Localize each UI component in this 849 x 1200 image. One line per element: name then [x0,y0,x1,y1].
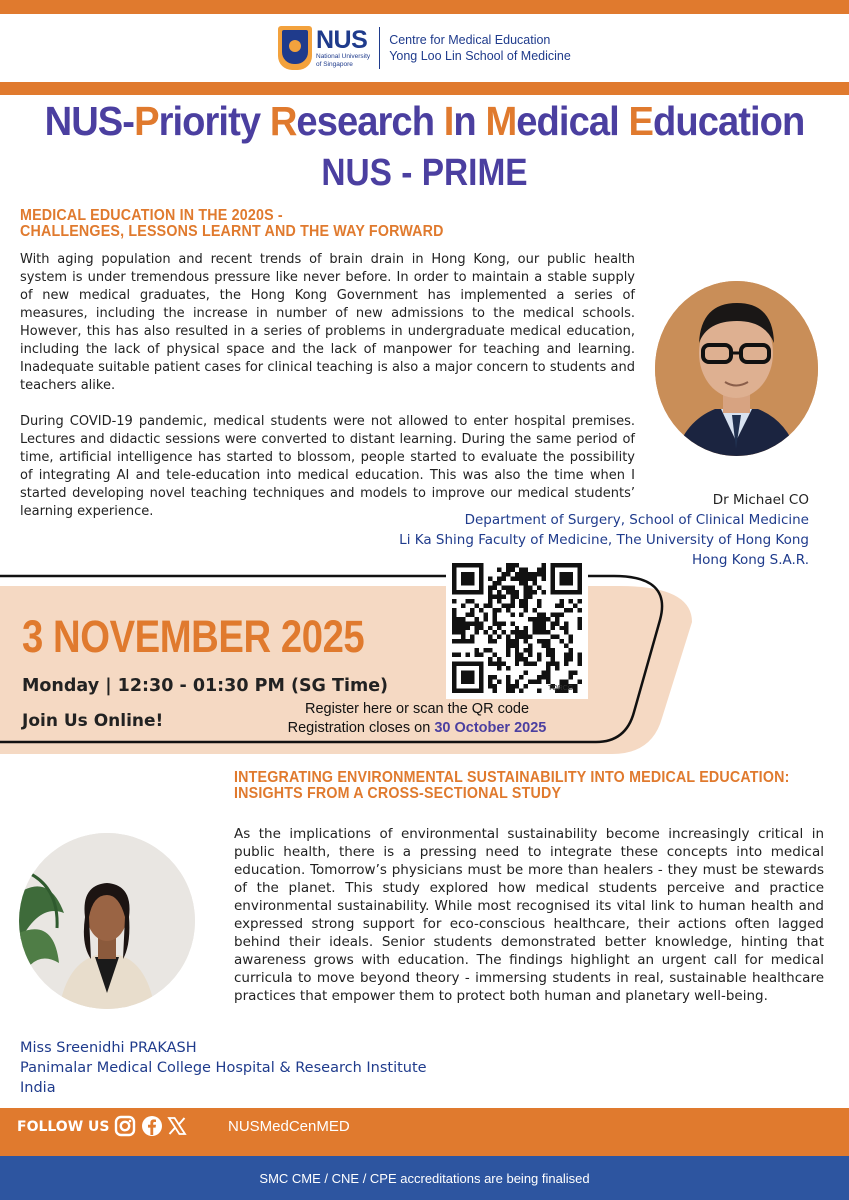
talk1-paragraph-1: With aging population and recent trends of brain drain in Hong Kong, our public health system is under tremendous pressure like never before. In order to maintain a stable supply of new medical graduates, the Hong Kong Government has implemented a series of measures, including the increase in number of new admissions to the medical schools. However, this has also resulted in a series of problems in undergraduate medical education, including the lack of physical space and the lack of manpower for teaching and learning. Inadequate suitable patient cases for clinical teaching is also a major concern to students and teachers alike. [20,252,635,393]
event-time: Monday | 12:30 - 01:30 PM (SG Time) [22,676,389,696]
event-date: 3 NOVEMBER 2025 [22,611,365,662]
registration-closes-label: Registration closes on [287,720,431,736]
logo-sub-2: of Singapore [316,60,353,68]
speaker2-name: Miss Sreenidhi PRAKASH [20,1040,197,1056]
logo-sub-1: National University [316,53,371,61]
register-link[interactable]: Register here or scan the QR code [304,701,530,717]
school-name: Yong Loo Lin School of Medicine [389,49,571,63]
event-date-banner [0,570,849,770]
x-icon[interactable] [166,1115,188,1137]
registration-info [276,700,558,738]
qr-tag: TQRCG [548,685,574,692]
qr-code-icon[interactable] [452,563,582,693]
facebook-icon[interactable] [141,1115,163,1137]
speaker1-name: Dr Michael CO [712,492,809,508]
instagram-icon[interactable] [114,1115,136,1137]
header-rule [0,82,849,95]
top-orange-bar [0,0,849,14]
logo-word: NUS [316,26,368,55]
speaker2-affiliation-1: Panimalar Medical College Hospital & Research Institute [20,1060,427,1076]
talk1-paragraph-2: During COVID-19 pandemic, medical students were not allowed to enter hospital premises. Lectures and didactic sessions were converted to distant learning. During the same period of time, artificial intelligence has started to blossom, people started to evaluate the possibility of integrating AI and tele-education into medical education. This was also the time when I started developing novel teaching techniques and models to improve our medical students’ learning experience. [20,414,635,519]
registration-qr-code[interactable] [446,557,588,699]
speaker2-affiliation-2: India [20,1080,56,1096]
follow-us-label: FOLLOW US [17,1119,110,1135]
page-subtitle: NUS - PRIME [321,152,528,194]
accreditation-note: SMC CME / CNE / CPE accreditations are being finalised [259,1171,590,1186]
speaker1-affiliation-2: Li Ka Shing Faculty of Medicine, The University of Hong Kong [399,532,809,548]
registration-close-date: 30 October 2025 [434,720,547,736]
nus-crest-icon [278,26,312,70]
talk2-title: INTEGRATING ENVIRONMENTAL SUSTAINABILITY INTO MEDICAL EDUCATION: INSIGHTS FROM A CROSS-SECTIONAL STUDY [234,769,790,802]
social-handle[interactable]: NUSMedCenMED [228,1118,350,1135]
speaker1-affiliation-1: Department of Surgery, School of Clinical Medicine [464,512,809,528]
speaker1-affiliation-3: Hong Kong S.A.R. [691,552,809,568]
talk2-paragraph: As the implications of environmental sustainability become increasingly critical in public health, there is a pressing need to integrate these concepts into medical education. Tomorrow’s physicians must be more than healers - they must be stewards of the planet. This study explored how medical students perceive and practice environmental sustainability. While most recognised its vital link to human health and expressed strong support for eco-conscious healthcare, their actions often lagged behind their ideals. Senior students demonstrated better knowledge, hinting that awareness grows with education. The findings highlight an urgent call for medical curricula to move beyond theory - immersing students in real, sustainable healthcare practices that empower them to protect both human and planetary well-being. [234,826,824,1004]
speaker2-photo [19,833,195,1009]
page-title: NUS-Priority Research In Medical Education [44,98,805,144]
centre-name: Centre for Medical Education [389,33,551,47]
speaker2-info [20,1038,427,1098]
logo-divider [379,27,380,69]
header-logo [278,26,571,70]
speaker1-photo [655,281,818,456]
join-online-label: Join Us Online! [22,711,164,731]
talk1-title: MEDICAL EDUCATION IN THE 2020S - CHALLENGES, LESSONS LEARNT AND THE WAY FORWARD [20,207,444,240]
